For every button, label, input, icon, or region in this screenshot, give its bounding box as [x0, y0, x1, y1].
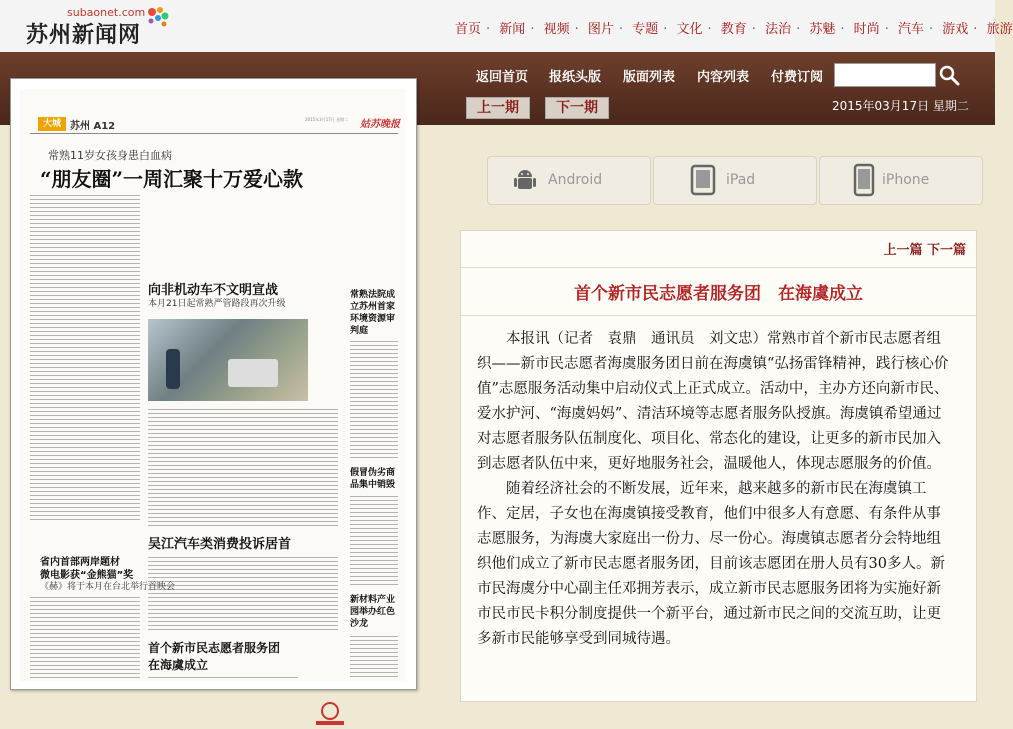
news-photo[interactable] — [148, 319, 308, 401]
article-body — [477, 327, 955, 652]
story1-subtitle[interactable]: 常熟11岁女孩身患白血病 — [48, 149, 172, 162]
iphone-label: iPhone — [882, 172, 930, 188]
article-panel — [460, 230, 977, 702]
article-paragraph: 随着经济社会的不断发展，近年来，越来越多的新市民在海虞镇工作、定居，子女也在海虞镇接受教育，他们中很多人有意愿、有条件从事志愿服务，为海虞大家庭出一份力、尽一份心。海虞镇志愿者分会特地组织他们成立了新市民志愿者服务团，目前该志愿团在册人员有30多人。新市民海虞分中心副主任邓拥芳表示，成立新市民志愿服务团将为实施好新市民市民卡积分制度提供一个新平台，通过新市民之间的交流互助，让更多新市民能够享受到同城待遇。 — [477, 481, 945, 647]
page-list-link[interactable]: 版面列表 — [623, 70, 676, 85]
nav-fashion[interactable]: 时尚 — [853, 22, 880, 37]
next-issue-button[interactable]: 下一期 — [545, 97, 609, 119]
prev-article-link[interactable]: 上一篇 — [883, 243, 923, 258]
prev-issue-button[interactable]: 上一期 — [466, 97, 530, 119]
paid-subscribe-link[interactable]: 付费订阅 — [771, 70, 824, 85]
search-icon[interactable] — [938, 64, 960, 86]
top-navigation: 首页 · 新闻 · 视频 · 图片 · 专题 · 文化 · 教育 · 法治 · 苏魅 · 时尚 · 汽车 · 游戏 · 旅游 — [455, 22, 1013, 37]
side-story-fake-goods[interactable]: 假冒伪劣商品集中销毁 — [350, 468, 396, 490]
side-story-red-salon[interactable]: 新材料产业园举办红色沙龙 — [350, 595, 396, 629]
story5-title-line2[interactable]: 在海虞成立 — [148, 658, 209, 672]
back-home-link[interactable]: 返回首页 — [476, 70, 529, 85]
site-logo[interactable]: 苏州新闻网 — [26, 22, 142, 48]
android-app-button[interactable] — [487, 156, 651, 205]
ipad-label: iPad — [726, 172, 756, 188]
nav-sumei[interactable]: 苏魅 — [809, 22, 836, 37]
nav-news[interactable]: 新闻 — [499, 22, 526, 37]
page-label: 苏州 A12 — [70, 121, 116, 132]
site-url[interactable]: subaonet.com — [67, 6, 146, 19]
iphone-icon — [852, 163, 876, 197]
nav-education[interactable]: 教育 — [720, 22, 747, 37]
article-title: 首个新市民志愿者服务团 在海虞成立 — [574, 284, 863, 304]
newspaper-page[interactable] — [10, 78, 417, 690]
article-paragraph: 本报讯（记者 袁鼎 通讯员 刘文忠）常熟市首个新市民志愿者组织——新市民志愿者海虞服务团日前在海虞镇“弘扬雷锋精神，践行核心价值”志愿服务活动集中启动仪式上正式成立。活动中，主办方还向新市民、爱水护河、“海虞妈妈”、清洁环境等志愿者服务队授旗。海虞镇希望通过对志愿者服务队伍制度化、项目化、常态化的建设，让更多的新市民加入到志愿者队伍中来，更好地服务社会，温暖他人，体现志愿服务的价值。 — [477, 331, 949, 472]
story2-subtitle[interactable]: 本月21日起常熟严管路段再次升级 — [148, 299, 286, 309]
newspaper-page-content — [20, 89, 405, 681]
story2-title[interactable]: 向非机动车不文明宣战 — [148, 283, 279, 298]
android-label: Android — [548, 172, 603, 188]
article-pager — [883, 239, 966, 258]
nav-topics[interactable]: 专题 — [632, 22, 659, 37]
ipad-app-button[interactable] — [653, 156, 817, 205]
story4-title-line1[interactable]: 省内首部两岸题材 — [40, 557, 120, 568]
paper-date: 2015年3月17日 星期二 — [305, 117, 349, 122]
paper-brand: 姑苏晚报 — [360, 119, 400, 130]
issue-date: 2015年03月17日 星期二 — [832, 99, 969, 113]
android-icon — [510, 165, 540, 195]
nav-video[interactable]: 视频 — [543, 22, 570, 37]
story1-headline[interactable]: “朋友圈”一周汇聚十万爱心款 — [40, 167, 304, 191]
nav-auto[interactable]: 汽车 — [897, 22, 924, 37]
nav-games[interactable]: 游戏 — [942, 22, 969, 37]
nav-home[interactable]: 首页 — [455, 22, 482, 37]
next-article-link[interactable]: 下一篇 — [926, 243, 966, 258]
story5-title-line1[interactable]: 首个新市民志愿者服务团 — [148, 641, 281, 655]
nav-travel[interactable]: 旅游 — [986, 22, 1013, 37]
story4-title-line2[interactable]: 微电影获“金熊猫”奖 — [40, 570, 134, 581]
iphone-app-button[interactable] — [819, 156, 983, 205]
ad-logo-icon — [310, 701, 350, 729]
logo-icon — [142, 4, 172, 34]
nav-pictures[interactable]: 图片 — [587, 22, 614, 37]
content-list-link[interactable]: 内容列表 — [697, 70, 750, 85]
story4-subtitle[interactable]: 《赫》将于本月在台北举行首映会 — [40, 582, 176, 592]
site-header — [0, 0, 1013, 53]
ipad-icon — [688, 164, 718, 196]
story3-title[interactable]: 吴江汽车类消费投诉居首 — [148, 537, 292, 552]
headlines-link[interactable]: 报纸头版 — [549, 70, 602, 85]
section-tag: 大城 — [38, 117, 66, 131]
side-story-court[interactable]: 常熟法院成立苏州首家环境资源审判庭 — [350, 290, 396, 336]
nav-culture[interactable]: 文化 — [676, 22, 703, 37]
search-input[interactable] — [834, 63, 936, 87]
nav-law[interactable]: 法治 — [765, 22, 792, 37]
